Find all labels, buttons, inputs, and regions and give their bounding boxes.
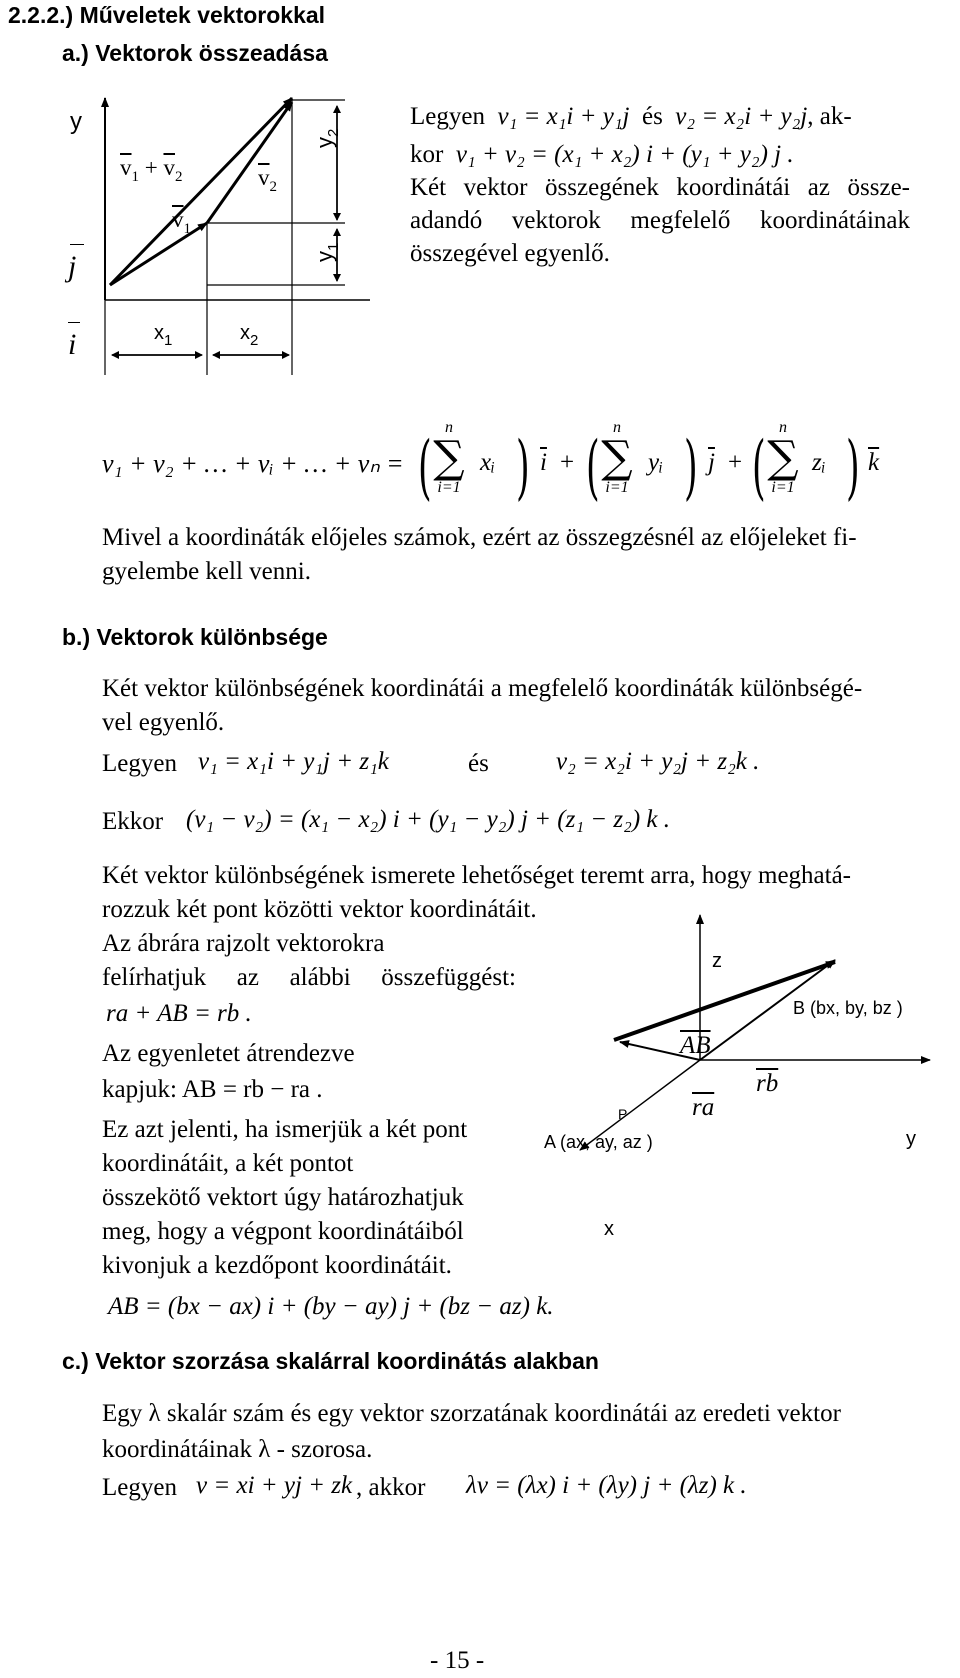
- sum-term-1: xᵢ: [480, 449, 496, 476]
- sum-2: n ∑ i=1: [601, 419, 633, 496]
- sum-vector-label: $\overline{v}_1 + \overline{v}_2$: [120, 155, 183, 185]
- sum-term-3: zᵢ: [812, 449, 826, 476]
- point-a-label: A (ax, ay, az ): [544, 1132, 653, 1152]
- v1-label: $\overline{v}_1$: [172, 207, 191, 237]
- para-a-line1: Legyen v₁ = x₁i + y₁j és v₂ = x₂i + y₂j, ak-: [410, 103, 852, 130]
- point-p-label: P: [618, 1106, 628, 1122]
- y2-dimension-label: $y_2$: [312, 128, 342, 148]
- sum-vector-line: [110, 98, 292, 285]
- para-c-line2: koordinátáinak λ - szorosa.: [102, 1436, 373, 1463]
- z-axis-label: z: [712, 950, 722, 972]
- para-b-line6: felírhatjuk az alábbi összefüggést:: [102, 964, 516, 991]
- para-b-line9: koordinátáit, a két pontot: [102, 1150, 354, 1177]
- para-b-line12: kivonjuk a kezdőpont koordinátáit.: [102, 1252, 452, 1279]
- ra-ab-rb-equation: ra + AB = rb .: [106, 1000, 252, 1027]
- y-axis-label: y: [70, 108, 82, 135]
- sum-1: n ∑ i=1: [433, 419, 465, 496]
- para-b-line10: összekötő vektort úgy határozhatjuk: [102, 1184, 464, 1211]
- section-heading: 2.2.2.) Műveletek vektorokkal: [8, 2, 326, 28]
- c-vector-equation: v = xi + yj + zk: [196, 1472, 353, 1499]
- heading-scalar-multiplication: c.) Vektor szorzása skalárral koordinátás alakban: [62, 1348, 599, 1374]
- ab-vector-label: $\overline{AB}$: [680, 1032, 711, 1059]
- plus-1: +: [560, 449, 575, 476]
- para-a-line5: összegével egyenlő.: [410, 240, 610, 267]
- x1-dimension-label: $x_1$: [154, 322, 173, 349]
- para-b-line3: Két vektor különbségének ismerete lehetőséget teremt arra, hogy meghatá-: [102, 862, 852, 889]
- para-c-line1: Egy λ skalár szám és egy vektor szorzatának koordinátái az eredeti vektor: [102, 1400, 841, 1427]
- sum-basis-i: $\overline{i}$: [540, 449, 547, 476]
- paren-open-1: (: [418, 426, 432, 508]
- para-a-line2: kor v₁ + v₂ = (x₁ + x₂) i + (y₁ + y₂) j .: [410, 141, 794, 168]
- b-ekkor-label: Ekkor: [102, 808, 164, 835]
- y-axis-3d-label: y: [906, 1128, 916, 1150]
- rb-vector-label: $\overline{rb}$: [756, 1070, 779, 1097]
- sum-equation-lhs: v₁ + v₂ + … + vᵢ + … + vₙ =: [102, 449, 404, 478]
- v1-vector-line: [110, 223, 207, 285]
- ab-difference-equation: kapjuk: AB = rb − ra .: [102, 1076, 323, 1103]
- para-b-line11: meg, hogy a végpont koordinátáiból: [102, 1218, 464, 1245]
- c-legyen-label: Legyen: [102, 1474, 177, 1501]
- heading-difference: b.) Vektorok különbsége: [62, 624, 328, 650]
- ab-coordinate-equation: AB = (bx − ax) i + (by − ay) j + (bz − az) k.: [108, 1293, 554, 1320]
- para-a-line4: adandó vektorok megfelelő koordinátáinak: [410, 207, 910, 234]
- b-es-label: és: [468, 750, 489, 777]
- sum-basis-k: $\overline{k}$: [868, 449, 880, 476]
- x2-dimension-label: $x_2$: [240, 322, 259, 349]
- para-b-line5: Az ábrára rajzolt vektorokra: [102, 930, 385, 957]
- b-equation-v1: v₁ = x₁i + y₁j + z₁k: [198, 748, 389, 775]
- v2-vector-line: [207, 102, 292, 223]
- j-unit-label: j: [68, 250, 76, 284]
- c-akkor-label: , akkor: [356, 1474, 426, 1501]
- i-unit-label: i: [68, 328, 76, 362]
- para-a-line3: Két vektor összegének koordinátái az össze-: [410, 174, 910, 201]
- ra-vector-label: $\overline{ra}$: [692, 1094, 715, 1121]
- para-b-line2: vel egyenlő.: [102, 709, 225, 736]
- sum-term-2: yᵢ: [648, 449, 664, 476]
- sum-basis-j: $\overline{j}$: [708, 449, 715, 476]
- para-b-line4: rozzuk két pont közötti vektor koordinátáit.: [102, 896, 537, 923]
- sum-3: n ∑ i=1: [767, 419, 799, 496]
- page-number: - 15 -: [430, 1647, 485, 1674]
- para-b-line8: Ez azt jelenti, ha ismerjük a két pont: [102, 1116, 468, 1143]
- para-sign-line2: gyelembe kell venni.: [102, 558, 311, 585]
- b-equation-v2: v₂ = x₂i + y₂j + z₂k .: [556, 748, 760, 775]
- point-b-label: B (bx, by, bz ): [793, 998, 903, 1018]
- b-difference-equation: (v₁ − v₂) = (x₁ − x₂) i + (y₁ − y₂) j + (z₁ − z₂) k .: [186, 806, 670, 833]
- para-sign-line1: Mivel a koordináták előjeles számok, ezért az összegzésnél az előjeleket fi-: [102, 524, 857, 551]
- y1-dimension-label: $y_1$: [312, 242, 342, 262]
- heading-addition: a.) Vektorok összeadása: [62, 40, 328, 66]
- para-b-line1: Két vektor különbségének koordinátái a megfelelő koordináták különbségé-: [102, 675, 863, 702]
- c-scaled-vector-equation: λv = (λx) i + (λy) j + (λz) k .: [466, 1472, 747, 1499]
- plus-2: +: [728, 449, 743, 476]
- para-b-line7: Az egyenletet átrendezve: [102, 1040, 355, 1067]
- x-axis-3d-label: x: [604, 1218, 614, 1240]
- b-legyen-label: Legyen: [102, 750, 177, 777]
- v2-label: $\overline{v}_2$: [258, 165, 277, 195]
